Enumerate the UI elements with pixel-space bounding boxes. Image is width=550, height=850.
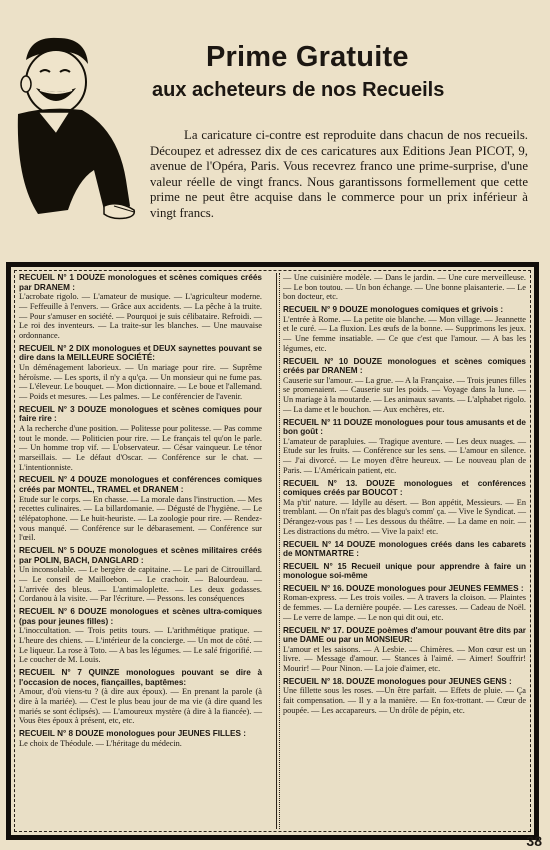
right-column [283, 273, 526, 719]
page-subtitle: aux acheteurs de nos Recueils [152, 79, 445, 101]
column-divider-dotted [279, 273, 280, 829]
recueil-entry [19, 273, 262, 341]
recueil-heading: RECUEIL N° 2 DIX monologues et DEUX saynettes pouvant se dire dans la MEILLEURE SOCIÉTÉ: [19, 343, 262, 363]
recueil-items: Une fillette sous les roses. —Un être parfait. — Effets de pluie. — Ça fait compensation. — Il y a la manière. — En fox-trottant. — Cœur de poupée. — Les accapareurs. — Un drôle de pépin, etc. [283, 686, 526, 715]
recueil-items: Roman-express. — Les trois voiles. — A travers la cloison. — Plaintes de femmes. — La dernière poupée. — Les caresses. — Cadeau de Noël. — Le verre de lampe. — Le non qui dit oui, etc. [283, 593, 526, 622]
recueil-items: L'inoccultation. — Trois petits tours. — L'arithmétique pratique. — L'heure des chiens. — L'intérieur de la concierge. — Un mot de côté. — Le liqueur. La rose à Toto. — A bas les légumes. — Le salé frigorifié. — Le coucher de M. Louis. [19, 626, 262, 665]
recueil-entry [283, 273, 526, 302]
recueil-entry [283, 540, 526, 559]
recueil-entry [19, 344, 262, 402]
caricature-illustration [8, 30, 140, 230]
recueil-items: L'amateur de parapluies. — Tragique aventure. — Les deux nuages. — Etude sur les fruits. — Conférence sur les sens. — L'amour en silence. — J'ai divorcé. — Le moyen d'être heureux. — Le nouveau plan de Paris. — L'Américain patient, etc. [283, 436, 526, 475]
column-divider [276, 273, 277, 829]
recueil-heading: RECUEIL N° 4 DOUZE monologues et conférences comiques créés par MONTEL, TRAMEL et DRANEM : [19, 475, 262, 494]
recueil-heading: RECUEIL N° 16. DOUZE monologues pour JEUNES FEMMES : [283, 583, 524, 593]
recueil-heading: RECUEIL N° 14 DOUZE monologues créés dans les cabarets de MONTMARTRE : [283, 539, 526, 559]
recueil-heading: RECUEIL N° 8 DOUZE monologues pour JEUNES FILLES : [19, 729, 246, 739]
recueil-entry [283, 677, 526, 716]
recueil-items: — Une cuisinière modèle. — Dans le jardin. — Une cure merveilleuse. — Le bon toutou. — Un bon échange. — Une bonne plaisanterie. — Le bon docteur, etc. [283, 273, 526, 302]
recueil-heading: RECUEIL N° 5 DOUZE monologues et scènes militaires créés par POLIN, BACH, DANGLARD : [19, 546, 262, 565]
recueil-entry [19, 405, 262, 473]
recueil-entry [19, 729, 262, 748]
header [0, 0, 550, 258]
recueil-entry [283, 562, 526, 581]
recueil-entry [19, 668, 262, 726]
recueil-items: L'entrée à Rome. — La petite oie blanche. — Mon village. — Jeannette et le curé. — La fluxion. Les œufs de la bonne. — Supprimons les jeux. — Une femme insatiable. — Ce que c'est que l'amour. — A bas les légumes, etc. [283, 314, 526, 353]
recueil-heading: RECUEIL N° 11 DOUZE monologues pour tous amusants et de bon goût : [283, 417, 526, 437]
recueil-items: Etude sur le corps. — En chasse. — La morale dans l'instruction. — Mes recettes culinaires. — La billardomanie. — Dégusté de l'hygiène. — Le télépatophone. — Le huit-heuriste. — La zoologie pour rire. — Rendez-vous manqué. — Conférence sur le débarasement. — Conférence sur l'œil. [19, 494, 262, 543]
recueil-entry [19, 546, 262, 604]
recueil-heading: RECUEIL N° 15 Recueil unique pour apprendre à faire un monologue soi-même [283, 561, 526, 581]
recueil-items: Un déménagement laborieux. — Un mariage pour rire. — Suprême héroïsme. — Les sports, il n'y a qu'ça. — Un monsieur qui ne fume pas. — L'éleveur. Le bouquet. — Mon dictionnaire. — Le boue et l'allemand. — Poids et mesures. — Les palmes. — Le conférencier de l'avenir. [19, 362, 262, 401]
recueil-entry [283, 357, 526, 415]
recueil-entry [283, 626, 526, 674]
recueil-heading: RECUEIL N° 1 DOUZE monologues et scènes comiques créés par DRANEM : [19, 273, 262, 292]
recueil-entry [19, 607, 262, 665]
recueil-heading: RECUEIL N° 3 DOUZE monologues et scènes comiques pour faire rire : [19, 404, 262, 424]
recueil-heading: RECUEIL N° 7 QUINZE monologues pouvant se dire à l'occasion de noces, fiançailles, baptêmes: [19, 668, 262, 687]
recueil-items: Amour, d'où viens-tu ? (à dire aux époux). — En prenant la parole (à dire à la mariée). — C'est le plus beau jour de ma vie (à dire quand les mariés se sont éclipsés). — L'amoureux mystère (à dire à la fiancée). — Vous êtes époux à présent, etc, etc. [19, 687, 262, 726]
left-column [19, 273, 262, 751]
recueil-items: Un inconsolable. — Le bergère de capitaine. — Le pari de Citrouillard. — Le conseil de Mailloebon. — Le crachoir. — Balourdeau. — L'arrivée des bleus. — L'antimaloplette. — Les deux godasses. Cordanou à la visite. — Par l'écriture. — Pessons. les conséquences [19, 565, 262, 604]
page-title: Prime Gratuite [206, 41, 409, 73]
recueil-entry [283, 305, 526, 353]
recueil-entry [283, 418, 526, 476]
recueil-heading: RECUEIL N° 17. DOUZE poèmes d'amour pouvant être dits par une DAME ou par un MONSIEUR: [283, 625, 526, 645]
recueil-items: Le choix de Théodule. — L'héritage du médecin. [19, 738, 182, 748]
recueil-items: A la recherche d'une position. — Politesse pour politesse. — Pas comme tout le monde. — Politicien pour rire. — Le français tel qu'on le parle. — Un homme trop vif. — L'observateur. — César vainqueur. Le ténor marseillais. — Le défaut d'Oscar. — Conférence sur le chat. — L'intentionniste. [19, 423, 262, 472]
recueil-heading: RECUEIL N° 13. DOUZE monologues et conférences comiques créés par BOUCOT : [283, 478, 526, 498]
recueil-heading: RECUEIL N° 9 DOUZE monologues comiques et grivois : [283, 305, 504, 315]
recueil-items: L'acrobate rigolo. — L'amateur de musique. — L'agriculteur moderne. — Feffeuille à l'envers. — Grâce aux accidents. — La pêche à la truite. — Pour s'amuser en société. — Pourquoi je suis célibataire. Refroidi. — Le roi des inventeurs. — La traite-sur les blanches. — Une mauvaise ordonnance. [19, 292, 262, 340]
recueil-entry [283, 479, 526, 537]
recueils-frame [6, 262, 539, 840]
intro-paragraph: La caricature ci-contre est reproduite dans chacun de nos recueils. Découpez et adressez dix de ces caricatures aux Editions Jean PICOT, 9, avenue de l'Opéra, Paris. Vous recevrez franco une prime-surprise, d'une valeur réelle de vingt francs. Nous garantissons formellement que cette prime ne peut être acquise dans le commerce pour un prix inférieur à vingt francs. [150, 128, 528, 220]
recueil-entry [19, 475, 262, 543]
recueil-entry [283, 584, 526, 623]
page-number: 38 [526, 833, 542, 849]
recueil-heading: RECUEIL N° 6 DOUZE monologues et scènes ultra-comiques (pas pour jeunes filles) : [19, 607, 262, 626]
recueil-heading: RECUEIL N° 18. DOUZE monologues pour JEUNES GENS : [283, 676, 512, 686]
recueil-items: Ma p'tit' nature. — Idylle au désert. — Bon appétit, Messieurs. — En tremblant. — On n'fait pas des blagu's comm' ça. — Vive le Syndicat. — Dérangez-vous pas ! — Les dessous du théâtre. — La dame en noir. — Les distractions du métro. — Vive la paix! etc. [283, 497, 526, 536]
recueil-heading: RECUEIL N° 10 DOUZE monologues et scènes comiques créés par DRANEM : [283, 356, 526, 376]
recueil-items: L'amour et les saisons. — A Lesbie. — Chimères. — Mon cœur est un livre. — Message d'amour. — Stances à l'aimé. — Aimer! Souffrir! Mourir! — Pour Ninon. — La joie d'aimer, etc. [283, 644, 526, 674]
recueil-items: Causerie sur l'amour. — La grue. — A la Française. — Trois jeunes filles se promenaient. — Causerie sur les poids. — Voyage dans la lune. — Un mariage à la moutarde. — Les animaux savants. — L'alphabet rigolo. — La dame et le bouchon. — Aux enchères, etc. [283, 375, 526, 414]
